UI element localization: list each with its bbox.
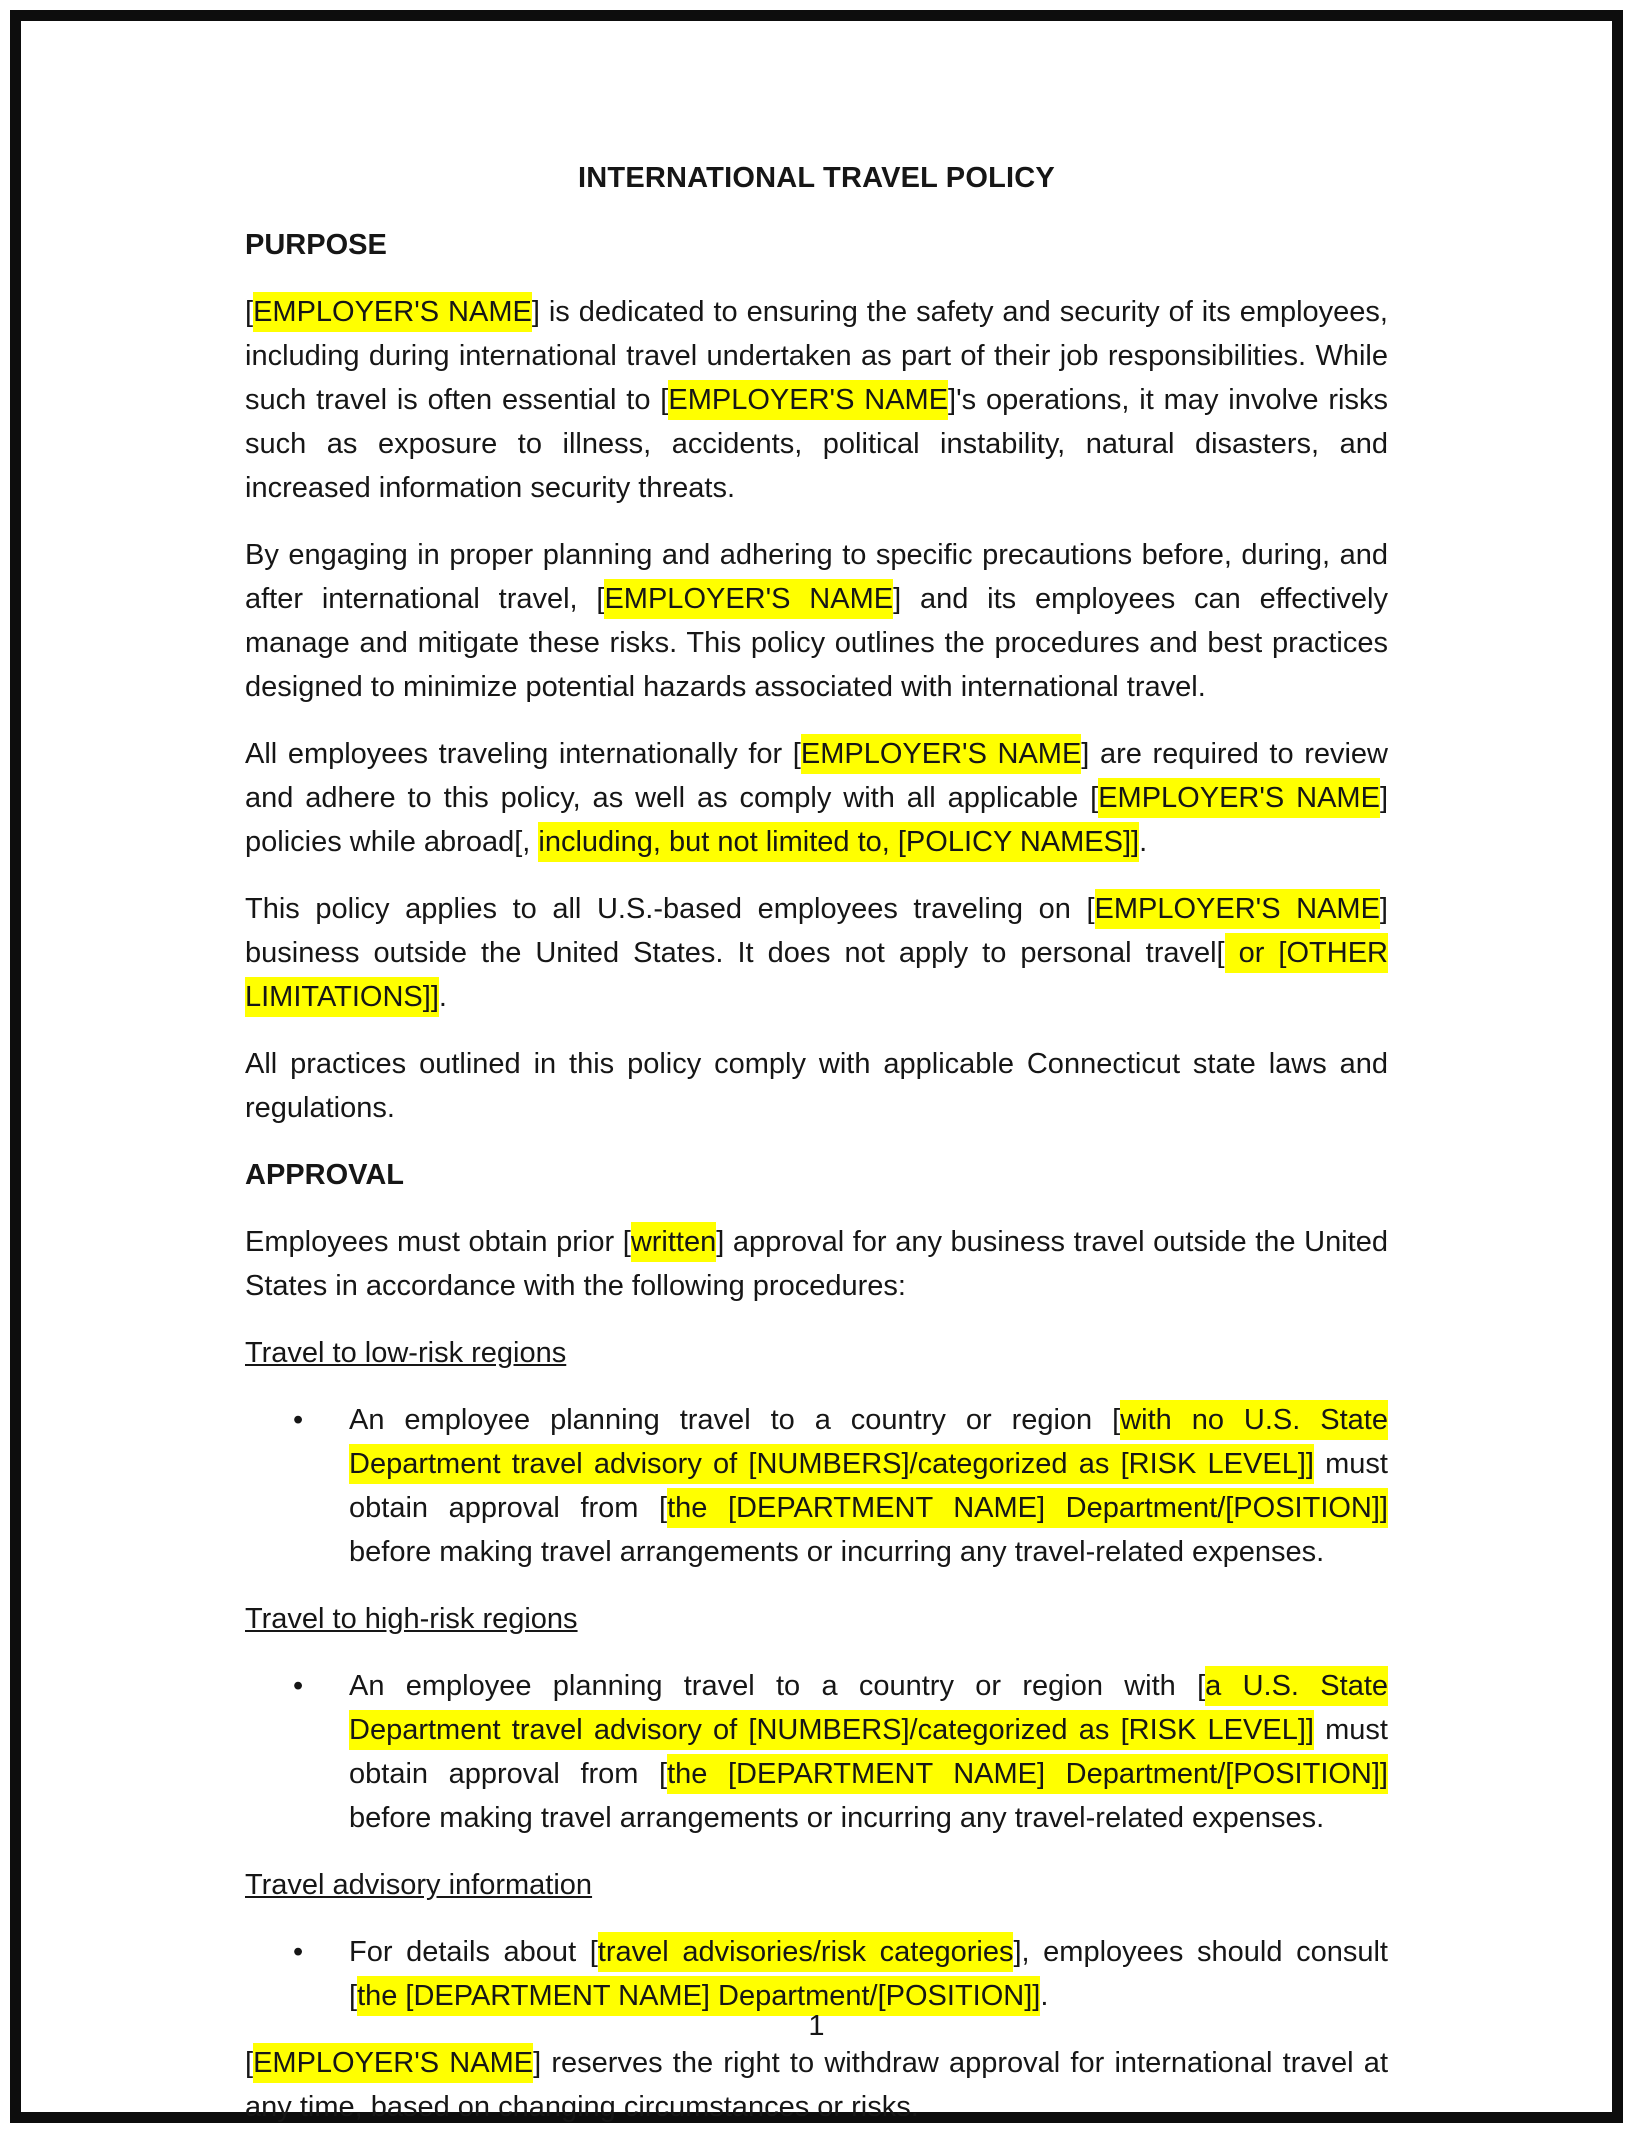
purpose-heading bbox=[245, 223, 1388, 267]
highlighted-placeholder: EMPLOYER'S NAME bbox=[604, 579, 893, 619]
highlighted-placeholder: including, but not limited to, [POLICY NAMES]] bbox=[538, 822, 1139, 862]
approval-intro-paragraph bbox=[245, 1220, 1388, 1308]
text-run: An employee planning travel to a country or region [ bbox=[349, 1404, 1121, 1436]
text-run: Employees must obtain prior [ bbox=[245, 1226, 631, 1258]
purpose-paragraph-2 bbox=[245, 533, 1388, 709]
page-border-frame bbox=[10, 10, 1623, 2123]
text-run: ] is dedicated to ensuring the safety and security of its employees, including during international travel undertaken as part of their job responsibilities. While such travel is often essential to [ bbox=[245, 296, 1388, 416]
text-run: This policy applies to all U.S.-based employees traveling on [ bbox=[245, 893, 1095, 925]
text-run: ] approval for any business travel outside the United States in accordance with the following procedures: bbox=[245, 1226, 1388, 1302]
text-run: ] policies while abroad[, bbox=[245, 782, 1388, 858]
highlighted-placeholder: EMPLOYER'S NAME bbox=[253, 2043, 533, 2083]
text-run: ]'s operations, it may involve risks such as exposure to illness, accidents, political instability, natural disasters, and increased information security threats. bbox=[245, 384, 1388, 504]
text-run: ] and its employees can effectively manage and mitigate these risks. This policy outlines the procedures and best practices designed to minimize potential hazards associated with international travel. bbox=[245, 583, 1388, 703]
text-run: All employees traveling internationally for [ bbox=[245, 738, 801, 770]
text-run: ], employees should consult [ bbox=[349, 1936, 1388, 2012]
text-run: APPROVAL bbox=[245, 1159, 404, 1191]
low-risk-subheading bbox=[245, 1331, 1388, 1375]
text-run: By engaging in proper planning and adhering to specific precautions before, during, and after international travel, [ bbox=[245, 539, 1388, 615]
bullet-text bbox=[349, 1398, 1388, 1574]
highlighted-placeholder: the [DEPARTMENT NAME] Department/[POSITION]] bbox=[667, 1754, 1388, 1794]
approval-withdraw-paragraph bbox=[245, 2041, 1388, 2129]
document-page bbox=[21, 21, 1612, 2123]
low-risk-bullet bbox=[245, 1398, 1388, 1574]
text-run: ] business outside the United States. It does not apply to personal travel[ bbox=[245, 893, 1388, 969]
highlighted-placeholder: written bbox=[631, 1222, 716, 1262]
approval-heading bbox=[245, 1153, 1388, 1197]
bullet-icon: • bbox=[293, 1670, 304, 1702]
purpose-paragraph-5 bbox=[245, 1042, 1388, 1130]
text-run: must obtain approval from [ bbox=[349, 1714, 1388, 1790]
purpose-paragraph-1 bbox=[245, 290, 1388, 510]
text-run: PURPOSE bbox=[245, 229, 387, 261]
high-risk-bullet bbox=[245, 1664, 1388, 1840]
text-run: must obtain approval from [ bbox=[349, 1448, 1388, 1524]
text-run: . bbox=[1139, 826, 1148, 858]
text-run: Travel to low-risk regions bbox=[245, 1337, 567, 1369]
travel-advisory-subheading bbox=[245, 1863, 1388, 1907]
document-title: INTERNATIONAL TRAVEL POLICY bbox=[578, 162, 1055, 194]
text-run: . bbox=[1040, 1980, 1049, 2012]
text-run: For details about [ bbox=[349, 1936, 598, 1968]
bullet-text bbox=[349, 1664, 1388, 1840]
highlighted-placeholder: the [DEPARTMENT NAME] Department/[POSITION]] bbox=[667, 1488, 1388, 1528]
bullet-icon: • bbox=[293, 1404, 304, 1436]
highlighted-placeholder: EMPLOYER'S NAME bbox=[253, 292, 532, 332]
highlighted-placeholder: or [OTHER LIMITATIONS]] bbox=[245, 933, 1388, 1017]
text-run: before making travel arrangements or incurring any travel-related expenses. bbox=[349, 1536, 1325, 1568]
text-run: Travel advisory information bbox=[245, 1869, 593, 1901]
text-run: [ bbox=[245, 2047, 254, 2079]
document-body bbox=[245, 223, 1388, 2129]
text-run: before making travel arrangements or incurring any travel-related expenses. bbox=[349, 1802, 1325, 1834]
highlighted-placeholder: EMPLOYER'S NAME bbox=[668, 380, 948, 420]
bullet-icon: • bbox=[293, 1936, 304, 1968]
highlighted-placeholder: a U.S. State Department travel advisory of [NUMBERS]/categorized as [RISK LEVEL]] bbox=[349, 1666, 1388, 1750]
page-number: 1 bbox=[808, 2010, 825, 2042]
text-run: ] reserves the right to withdraw approval for international travel at any time, based on changing circumstances or risks. bbox=[245, 2047, 1388, 2123]
purpose-paragraph-4 bbox=[245, 887, 1388, 1019]
text-run: Travel to high-risk regions bbox=[245, 1603, 578, 1635]
high-risk-subheading bbox=[245, 1597, 1388, 1641]
text-run: An employee planning travel to a country or region with [ bbox=[349, 1670, 1206, 1702]
purpose-paragraph-3 bbox=[245, 732, 1388, 864]
highlighted-placeholder: EMPLOYER'S NAME bbox=[801, 734, 1081, 774]
highlighted-placeholder: EMPLOYER'S NAME bbox=[1098, 778, 1380, 818]
highlighted-placeholder: the [DEPARTMENT NAME] Department/[POSITION]] bbox=[357, 1976, 1040, 2016]
highlighted-placeholder: with no U.S. State Department travel advisory of [NUMBERS]/categorized as [RISK LEVEL]] bbox=[349, 1400, 1388, 1484]
text-run: [ bbox=[245, 296, 254, 328]
highlighted-placeholder: travel advisories/risk categories bbox=[598, 1932, 1014, 1972]
text-run: ] are required to review and adhere to this policy, as well as comply with all applicable [ bbox=[245, 738, 1389, 814]
highlighted-placeholder: EMPLOYER'S NAME bbox=[1095, 889, 1380, 929]
text-run: All practices outlined in this policy comply with applicable Connecticut state laws and regulations. bbox=[245, 1048, 1388, 1124]
text-run: . bbox=[438, 981, 447, 1013]
